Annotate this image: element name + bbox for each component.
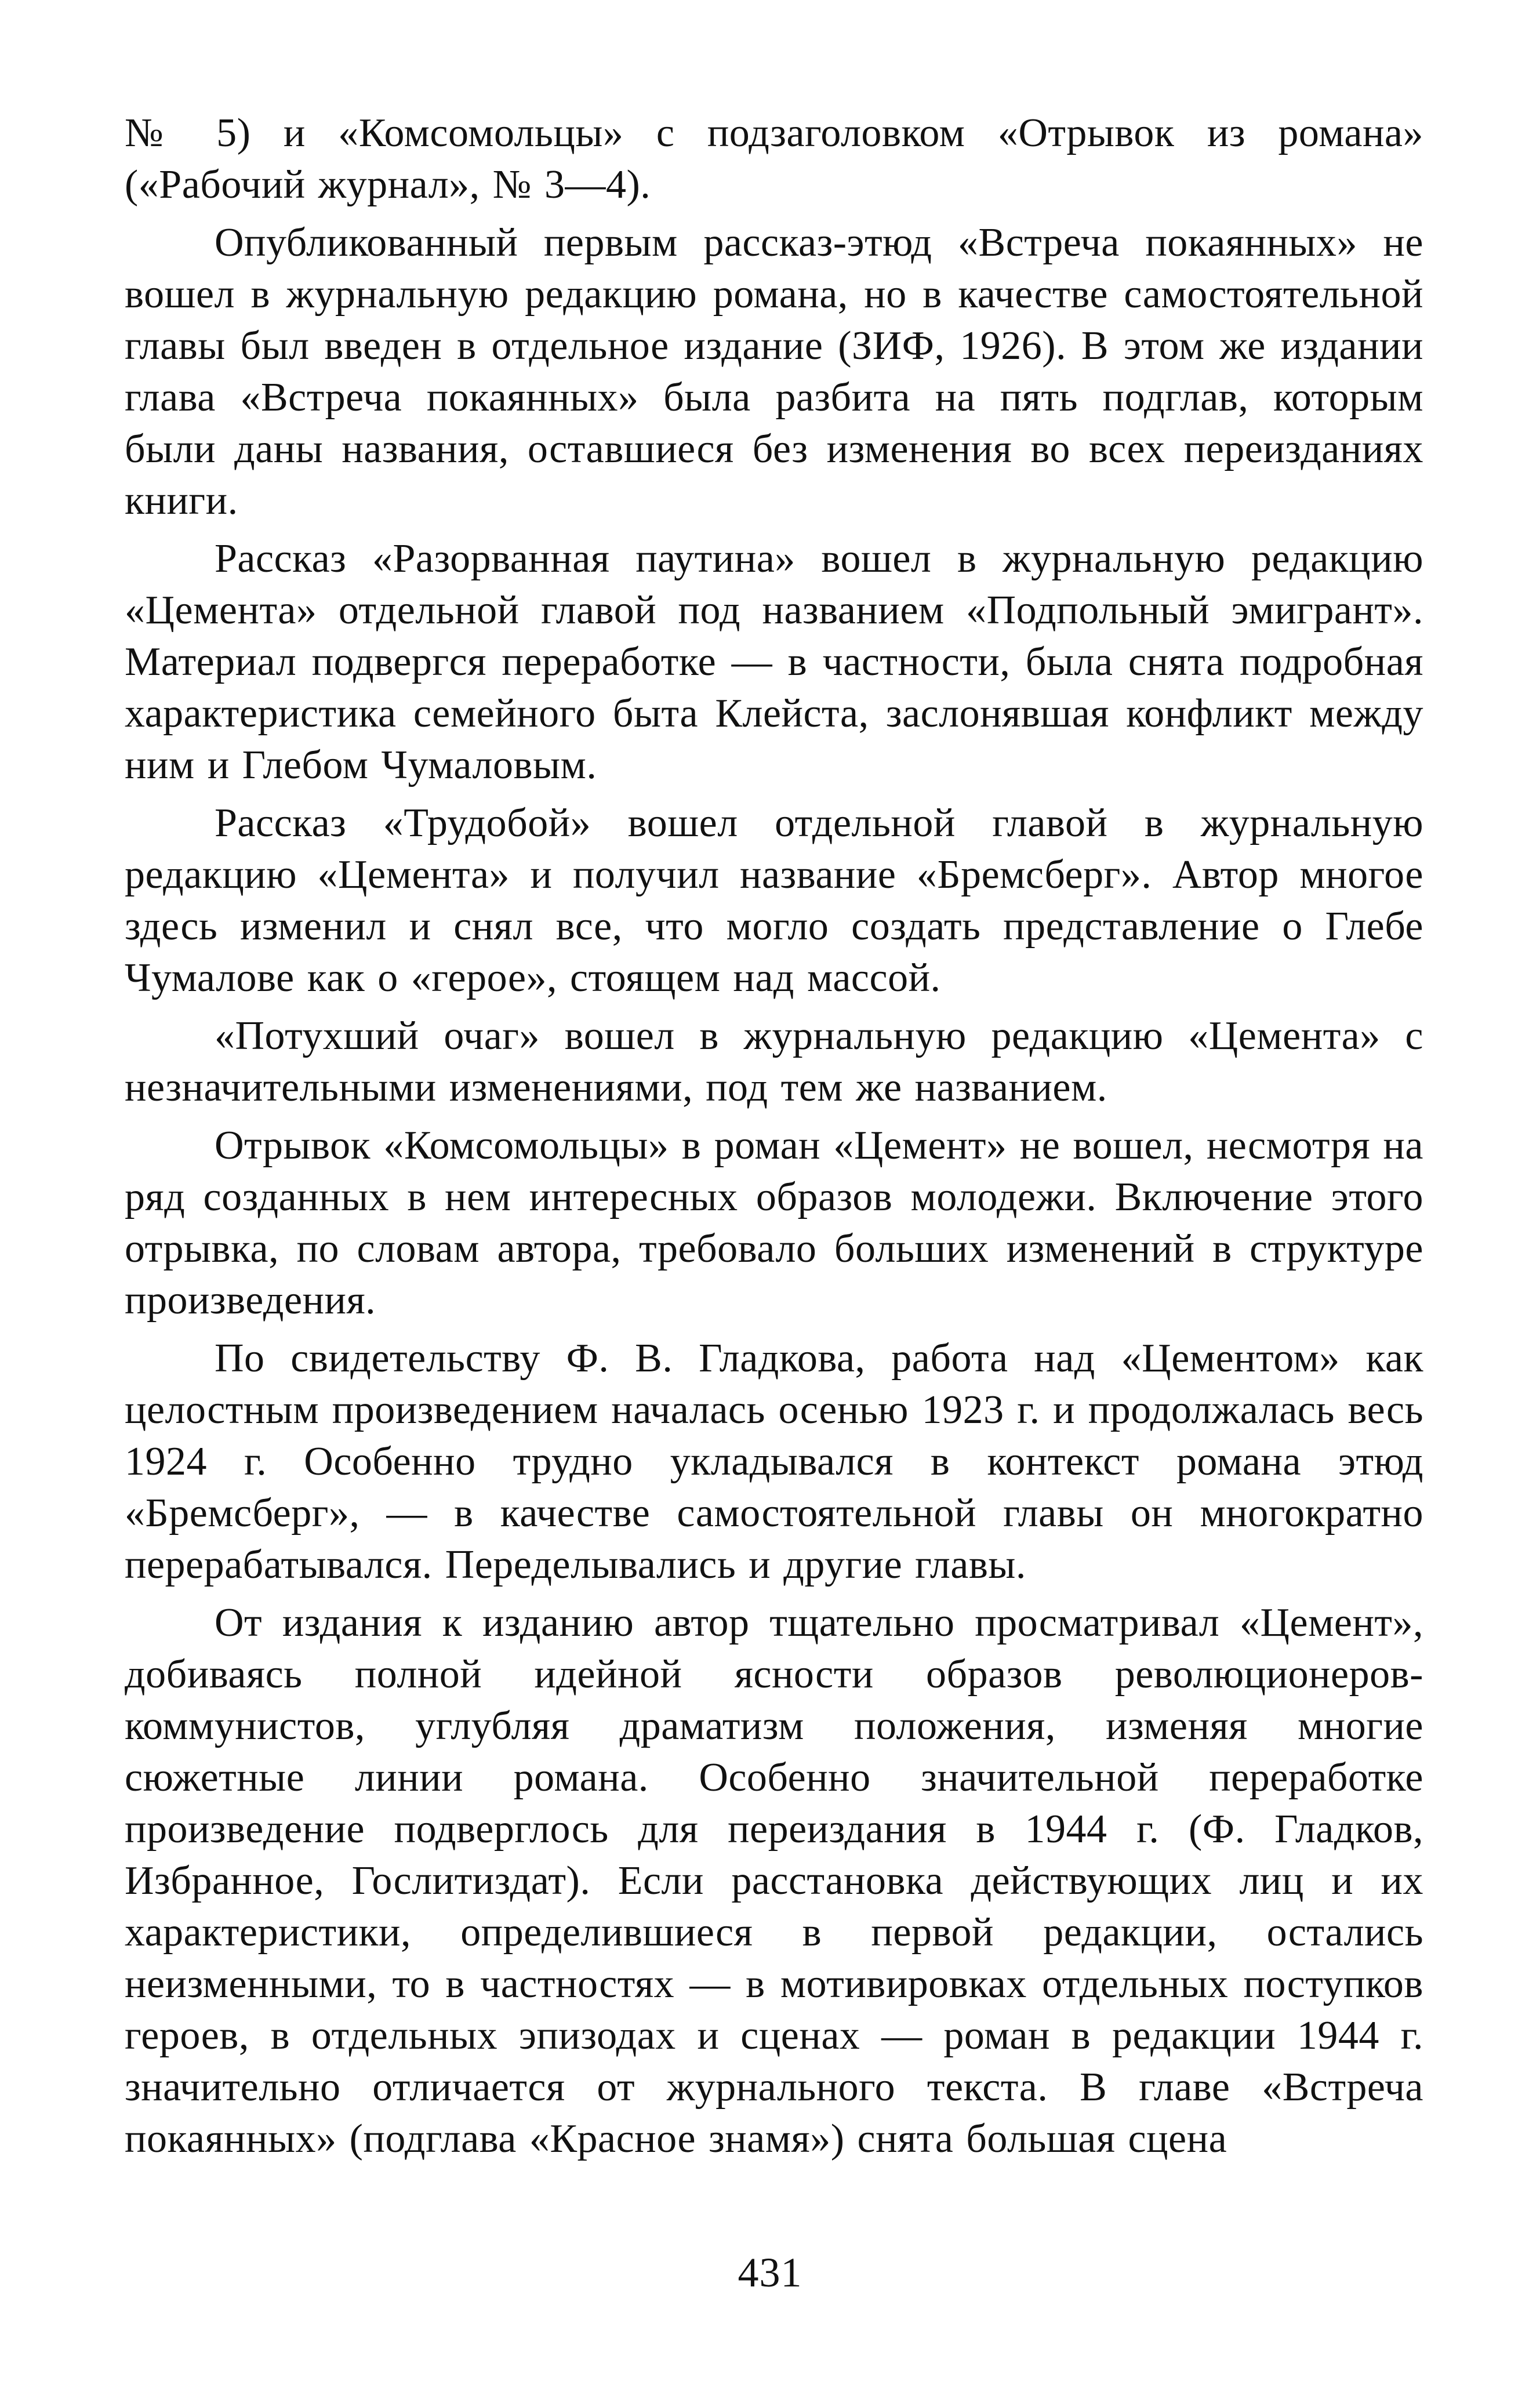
page-number: 431 — [738, 2249, 802, 2296]
paragraph-komsomoltsy: Отрывок «Комсомольцы» в роман «Цемент» не вошел, несмотря на ряд созданных в нем интересных образов молодежи. Включение этого отрывка, по словам автора, требовало больших изменений в структуре произведения. — [125, 1123, 1423, 1323]
paragraph-continuation: № 5) и «Комсомольцы» с подзаголовком «Отрывок из романа» («Рабочий журнал», № 3—4). — [125, 111, 1423, 207]
paragraph-potuhshiy-ochag: «Потухший очаг» вошел в журнальную редакцию «Цемента» с незначительными изменениями, под тем же названием. — [125, 1014, 1423, 1110]
paragraph-ot-izdaniya-k-izdaniyu: От издания к изданию автор тщательно просматривал «Цемент», добиваясь полной идейной ясности образов революционеров-коммунистов, углубляя драматизм положения, изменяя многие сюжетные линии романа. Особенно значительной переработке произведение подверглось для переиздания в 1944 г. (Ф. Гладков, Избранное, Гослитиздат). Если расстановка действующих лиц и их характеристики, определившиеся в первой редакции, остались неизменными, то в частностях — в мотивировках отдельных поступков героев, в отдельных эпизодах и сценах — роман в редакции 1944 г. значительно отличается от журнального текста. В главе «Встреча покаянных» (подглава «Красное знамя») снята большая сцена — [125, 1600, 1423, 2161]
paragraph-trudoboy: Рассказ «Трудобой» вошел отдельной главой в журнальную редакцию «Цемента» и получил название «Бремсберг». Автор многое здесь изменил и снял все, что могло создать представление о Глебе Чумалове как о «герое», стоящем над массой. — [125, 801, 1423, 1000]
paragraph-razorvannaya-pautina: Рассказ «Разорванная паутина» вошел в журнальную редакцию «Цемента» отдельной главой под названием «Подпольный эмигрант». Материал подвергся переработке — в частности, была снята подробная характеристика семейного быта Клейста, заслонявшая конфликт между ним и Глебом Чумаловым. — [125, 536, 1423, 787]
paragraph-svidetelstvo-gladkova: По свидетельству Ф. В. Гладкова, работа над «Цементом» как целостным произведением началась осенью 1923 г. и продолжалась весь 1924 г. Особенно трудно укладывался в контекст романа этюд «Бремсберг», — в качестве самостоятельной главы он многократно перерабатывался. Переделывались и другие главы. — [125, 1336, 1423, 1587]
page-body — [125, 107, 1423, 2171]
paragraph-vstrecha-pokayannyh: Опубликованный первым рассказ-этюд «Встреча покаянных» не вошел в журнальную редакцию романа, но в качестве самостоятельной главы был введен в отдельное издание (ЗИФ, 1926). В этом же издании глава «Встреча покаянных» была разбита на пять подглав, которым были даны названия, оставшиеся без изменения во всех переизданиях книги. — [125, 220, 1423, 523]
